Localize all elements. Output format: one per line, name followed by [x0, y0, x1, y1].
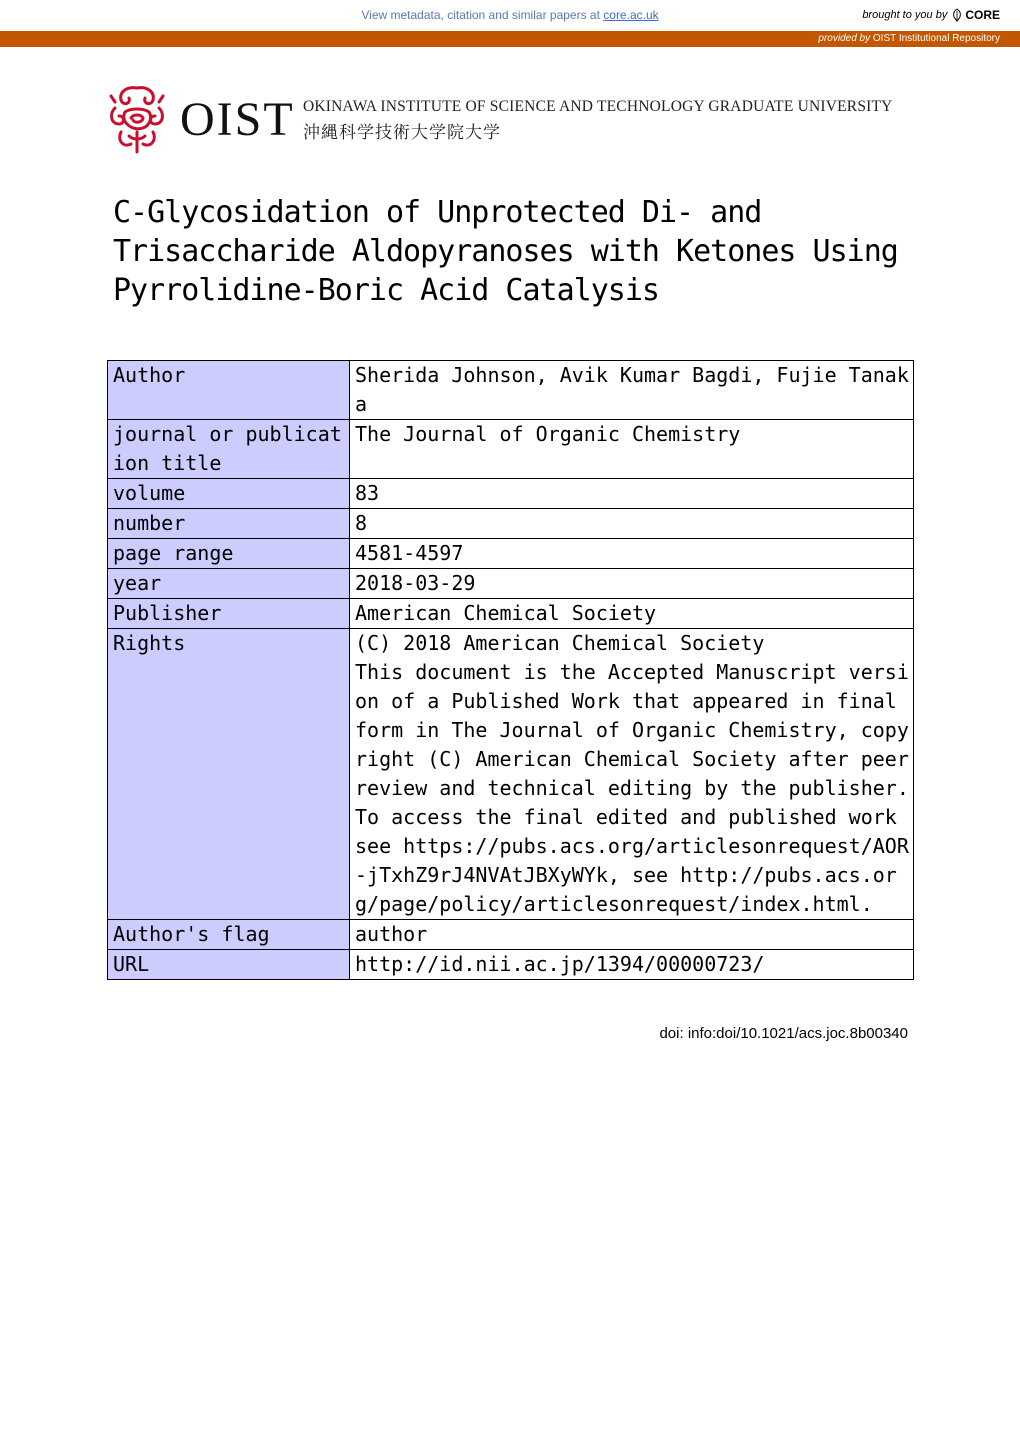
oist-japanese-name: 沖縄科学技術大学院大学 — [303, 123, 501, 142]
metadata-row — [108, 599, 914, 629]
oist-logo — [105, 80, 920, 155]
metadata-key: Publisher — [108, 599, 350, 629]
metadata-key: page range — [108, 539, 350, 569]
metadata-key: URL — [108, 950, 350, 980]
metadata-value: author — [350, 920, 914, 950]
provided-by-label: provided by — [818, 33, 871, 44]
metadata-value: (C) 2018 American Chemical Society This document is the Accepted Manuscript version of a Published Work that appeared in final form in The Journal of Organic Chemistry, copyright (C) American Chemical Society after peer review and technical editing by the publisher. To access the final edited and published work see https://pubs.acs.org/articlesonrequest/AOR-jTxhZ9rJ4NVAtJBXyWYk, see http://pubs.acs.org/page/policy/articlesonrequest/index.html. — [350, 629, 914, 920]
metadata-key: journal or publication title — [108, 420, 350, 479]
metadata-value: 8 — [350, 509, 914, 539]
metadata-value: American Chemical Society — [350, 599, 914, 629]
core-logo[interactable] — [951, 8, 1000, 22]
metadata-value: The Journal of Organic Chemistry — [350, 420, 914, 479]
provided-by — [818, 33, 1000, 44]
metadata-key: Author — [108, 361, 350, 420]
metadata-key: volume — [108, 479, 350, 509]
metadata-value: Sherida Johnson, Avik Kumar Bagdi, Fujie Tanaka — [350, 361, 914, 420]
core-provider-bar — [0, 31, 1020, 47]
core-header — [0, 0, 1020, 31]
metadata-row — [108, 539, 914, 569]
metadata-value: 83 — [350, 479, 914, 509]
metadata-row — [108, 950, 914, 980]
metadata-row — [108, 569, 914, 599]
doi: doi: info:doi/10.1021/acs.joc.8b00340 — [659, 1025, 908, 1042]
metadata-key: year — [108, 569, 350, 599]
metadata-key: Author's flag — [108, 920, 350, 950]
metadata-row — [108, 509, 914, 539]
metadata-value: 2018-03-29 — [350, 569, 914, 599]
paper-title: C-Glycosidation of Unprotected Di- and Trisaccharide Aldopyranoses with Ketones Using Pyrrolidine-Boric Acid Catalysis — [113, 195, 898, 308]
oist-acronym: OIST — [180, 93, 295, 146]
core-link[interactable]: core.ac.uk — [603, 8, 659, 22]
oist-full-name: OKINAWA INSTITUTE OF SCIENCE AND TECHNOLOGY GRADUATE UNIVERSITY — [303, 98, 893, 115]
metadata-value[interactable]: http://id.nii.ac.jp/1394/00000723/ — [350, 950, 914, 980]
brought-by-label: brought to you by — [862, 9, 948, 21]
core-link-prefix: View metadata, citation and similar papers at — [361, 8, 604, 22]
metadata-table — [107, 360, 914, 980]
metadata-key: number — [108, 509, 350, 539]
metadata-row — [108, 629, 914, 920]
core-icon — [951, 8, 963, 22]
metadata-row — [108, 920, 914, 950]
provider-name[interactable]: OIST Institutional Repository — [872, 33, 1000, 44]
metadata-key: Rights — [108, 629, 350, 920]
metadata-row — [108, 420, 914, 479]
core-label: CORE — [965, 8, 1000, 22]
metadata-row — [108, 479, 914, 509]
brought-to-you-by — [862, 8, 1000, 22]
metadata-value: 4581-4597 — [350, 539, 914, 569]
oist-emblem-icon — [105, 82, 169, 154]
metadata-row — [108, 361, 914, 420]
